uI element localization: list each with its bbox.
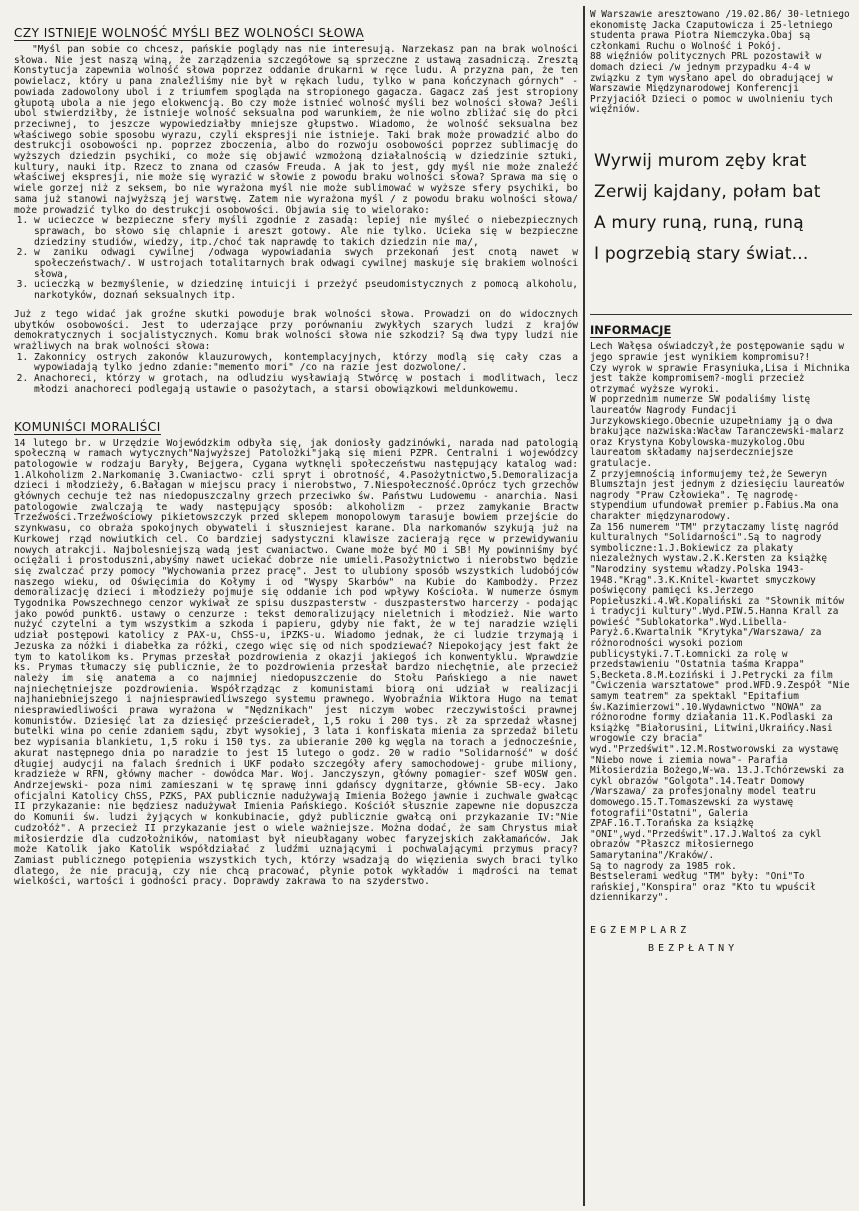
verse-line: Wyrwij murom zęby krat: [594, 150, 807, 171]
right-column: [590, 10, 852, 1205]
info-paragraph: Czy wyrok w sprawie Frasyniuka,Lisa i Michnika jest także kompromisem?-mogli przecież otrzymać wyższe wyroki.: [590, 362, 850, 395]
article-paragraph: Już z tego widać jak groźne skutki powoduje brak wolności słowa. Prowadzi on do widocznych ubytków osobowości. Jest to uderzające przy porównaniu zwykłych szarych ludzi z krajów demokratycznych i socjalistycznych. Komu brak wolności słowa nie szkodzi? Są dwa typy ludzi nie wrażliwych na brak wolności słowa:: [14, 308, 578, 352]
info-paragraph: Lech Wałęsa oświadczył,że postępowanie sądu w jego sprawie jest wynikiem kompromisu?!: [590, 341, 844, 364]
verse-line: I pogrzebią stary świat...: [594, 243, 809, 264]
list-item: 2. Anachoreci, którzy w grotach, na odludziu wysławiają Stwórcę w postach i modlitwach, lecz młodzi anachoreci podlegają ustawie o pasożytach, a starsi obowiązkowi meldunkowemu.: [34, 374, 578, 395]
verse-line: Zerwij kajdany, połam bat: [594, 181, 821, 202]
list-item: 2. w zaniku odwagi cywilnej /odwaga wypowiadania swych przekonań jest cnotą nawet w społeczeństwach/. W ustrojach totalitarnych brak odwagi cywilnej maskuje się brakiem wolności słowa,: [34, 248, 578, 280]
free-copy-line1: EGZEMPLARZ: [590, 924, 691, 936]
article-paragraph: "Myśl pan sobie co chcesz, pańskie poglądy nas nie interesują. Narzekasz pan na brak wolności słowa. Nie jest naszą winą, że zarządzenia szczegółowe są sprzeczne z ustawą zasadniczą. Zresztą Konstytucja zapewnia wolność słowa poprzez oddanie drukarni w ręce ludu. A przyzna pan, że ten powielacz, który u pana znaleźliśmy nie był w rękach ludu, tylko w pana kończynach górnych" - powiada zadowolony ubol i z triumfem spogląda na stropionego gagacza. Gagacz zaś jest stropiony głupotą ubola a nie jego elokwencją. Bo czy może istnieć wolność myśli bez wolności słowa? Jeśli ubol stwierdziłby, że istnieje wolność seksualna pod warunkiem, że nie wolno zbliżać się do płci przeciwnej, to jeszcze wypowiedziałby mniejsze głupstwo. Wiadomo, że wolność seksualna bez właściwego sobie sposobu wyrazu, czyli ekspresji nie istnieje. Taki brak może prowadzić albo do destrukcji osobowości np. poprzez zboczenia, albo do rozwoju osobowości poprzez sublimację do wyższych dziedzin psychiki, co może się objawić wzmożoną działalnością w dziedzinie sztuki, kultury, nauki itp. Rzecz to znana od czasów Freuda. A jak to jest, gdy myśl nie może znaleźć właściwej ekspresji, nie może się wyrazić w słowie z powodu braku wolności słowa? Sprawa ma się o wiele gorzej niż z seksem, bo nie wyrażona myśl nie może sublimować w wyższe sfery psychiki, bo sama już stanowi najwyższą jej warstwę. Zatem nie wyrażona myśl / z powodu braku wolności słowa/ może prowadzić tylko do destrukcji osobowości. Objawia się to wielorako:: [14, 44, 578, 216]
prisoners-note: 88 więźniów politycznych PRL pozostawił w domach dzieci /w jednym przypadku 4-4 w związku z tym wysłano apel do obradującej w Warszawie Międzynarodowej Konferencji Przyjaciół Dzieci o pomoc w uwolnieniu tych więźniów.: [590, 51, 833, 116]
verse-line: A mury runą, runą, runą: [594, 212, 804, 233]
article-title-moralists: KOMUNIŚCI MORALIŚCI: [14, 419, 161, 434]
info-paragraph: Z przyjemnością informujemy też,że Seweryn Blumsztajn jest jednym z dziesięciu laureatów nagrody "Praw Człowieka". Tę nagrodę-stypendium ufundował premier p.Fabius.Ma ona charakter międzynarodowy.: [590, 468, 844, 522]
info-paragraph: Bestselerami według "TM" były: "Oni"To rańskiej,"Konspira" oraz "Kto tu wpuścił dziennikarzy".: [590, 871, 816, 904]
article-paragraph: 14 lutego br. w Urzędzie Wojewódzkim odbyła się, jak doniosły gadzinówki, narada nad patologią społeczną w ramach wytycznych"Najwyższej Patolożki"jaką się mieni PZPR. Centralni i wojewódzcy patologowie w rodzaju Baryły, Bejgera, Cygana wytknęli społeczeństwu następujący katalog wad: 1.Alkoholizm 2.Narkomanię 3.Cwaniactwo- czli spryt i obrotność, 4.Pasożytnictwo,5.Demoralizacja dzieci i młodzieży, 6.Bałagan w miejscu pracy i nierobstwo, 7.Niespołeczność.Oprócz tych grzechów głównych cechuje też nas niedopuszczalny grzech przeciwko św. Państwu Ludowemu - anarchia. Nasi patologowie zwalczają te wady następujący sposób: alkoholizm - przez zamykanie Bractw Trzeźwości.Trzeźwościowy pikietowszczyk przed sklepem monopolowym tarasuje bowiem przejście do szynkwasu, co obraża spokojnych obywateli i słuszniejest karane. Dla narkomanów szykują już na Kurkowej rząd nowiutkich cel. Co bardziej sadystyczni klawisze zacierają ręce w przewidywaniu nowych atrakcji. Najbolesniejszą wadą jest cwaniactwo. Cwane może być MO i SB! My powinniśmy być ociężali i prostoduszni,abyśmy nawet uciekać dobrze nie umieli.Pasożytnictwo i nierobstwo będzie się zwalczać przy pomocy "Wychowania przez pracę". Jest to ulubiony sposób wszystkich ludobójców naszego wieku, od Oświęcimia do Kołymy i od "Wyspy Skarbów" na Kubie do Kambodży. Przez demoralizację dzieci i młodzieży pojmuje się oddanie ich pod wpływy Kościoła. W numerze ósmym Tygodnika Powszechnego cenzor wykiwał ze spisu duszpasterstw - duszpasterstwo harcerzy - podając jako powód punkt6. ustawy o cenzurze : tekst demoralizujący nieletnich i młodzież. Nie warto nużyć czytelni a tym wszystkim a szkoda i papieru, gdyby nie fakt, że w tej naradzie wzięli udział postępowi katolicy z PAX-u, ChSS-u, iPZKS-u. Wiadomo jednak, że ci ludzie trzymają i Jezuska za nóżki i diabełka za różki, czego więc się od nich spodziewać? Niepokojący jest fakt że tym to katolikom ks. Prymas przesłał pozdrowienia z okazji jakiegoś ich konwentyklu. Wprawdzie ks. Prymas tłumaczy się publicznie, że to pozdrowienia przesłał bardzo niechętnie, ale przecież należy im się anatema a co najmniej niedopuszczenie do Stołu Pańskiego a nie nawet najniechętniejsze pozdrowienia. Współrządząc z komunistami biorą oni udział w realizacji najhaniebniejszego i najniesprawiedliwszego systemu prawnego. Wyobraźnia Wiktora Hugo na temat niesprawiedliwości prawa wyrażona w "Nędznikach" jest niczym wobec rzeczywistości prawnej komunistów. Dziesięć lat za dziesięć prześcieradeł, 1,5 roku i 200 tys. zł za sprzedaż własnej butelki wina po cenie zdaniem sądu, zbyt wysokiej, 3 lata i konfiskata mienia za sprzedaż biletu bez wypisania blankietu, 1,5 roku i 150 tys. za ubieranie 200 kg węgla na torach a jednocześnie, akurat następnego dnia po naradzie to jest 15 lutego o godz. 20 w radio "Solidarność" w dość długiej audycji na falach średnich i UKF podało szczegóły afery samochodowej- grube miliony, kradzieże w RFN, główny macher - dowódca Mar. Woj. Janczyszyn, główny pomagier- szef WOSW gen. Andrzejewski- poza nimi zamieszani w tę sprawę inni gdańscy dygnitarze, głównie SB-ecy. Jako oficjalni Katolicy ChSS, PZKS, PAX publicznie nadużywają Imienia Bożego jawnie i zuchwale gwałcąc II przykazanie: nie będziesz nadużywał Imienia Pańskiego. Kościół słusznie zapewne nie dopuszcza do Komunii św. ludzi żyjących w konkubinacie, gdyż publicznie gwałcą oni przykazanie IV:"Nie cudzołóż". A przecież II przykazanie jest o wiele ważniejsze. Można dodać, że sam Chrystus miał miłosierdzie dla cudzołożników, natomiast był nieubłagany wobec faryzejskich zakłamańców. Jak może Katolik jako Katolik współdziałać z ludźmi uznającymi i pochwalającymi przymus pracy? Zamiast publicznego potępienia wszystkich tych, którzy wsadzają do więzienia swych braci tylko dlatego, że nie pracują, czy nie chcą pracować, płynie potok wykładów i mądrości na temat wielkości, wartości i godności pracy. Doprawdy zakrawa to na szyderstwo.: [14, 437, 578, 888]
list-item: 1. w ucieczce w bezpieczne sfery myśli zgodnie z zasadą: lepiej nie myśleć o niebezpiecznych sprawach, bo słowo się chlapnie i areszt gotowy. Ale nie tylko. Ucieka się w bezpieczne dziedziny studiów, wiedzy, itp./choć tak naprawdę to takich dziedzin nie ma/,: [34, 216, 578, 248]
article-free-thought: [14, 45, 578, 396]
section-divider: [590, 314, 852, 316]
list-item: 1. Zakonnicy ostrych zakonów klauzurowych, kontemplacyjnych, którzy modlą się cały czas a wypowiadają tylko jedno zdanie:"memento mori" /co na razie jest dozwolone/.: [34, 353, 578, 374]
column-divider: [583, 6, 585, 1206]
free-copy-stamp: [590, 922, 852, 958]
left-column: [14, 22, 578, 1207]
list-item: 3. ucieczką w bezmyślenie, w dziedzinę intuicji i przeżyć pseudomistycznych z pomocą alkoholu, narkotyków, doznań seksualnych itp.: [34, 280, 578, 301]
info-paragraph: Są to nagrody za 1985 rok.: [590, 860, 737, 872]
arrest-note: W Warszawie aresztowano /19.02.86/ 30-letniego ekonomistę Jacka Czaputowicza i 25-letniego studenta prawa Piotra Niemczyka.Obaj są członkami Ruchu o Wolność i Pokój.: [590, 10, 850, 52]
info-section: [590, 342, 852, 903]
info-paragraph: Za 156 numerem "TM" przytaczamy listę nagród kulturalnych "Solidarności".Są to nagrody symboliczne:1.J.Bokiewicz za plakaty niezależnych wystaw.2.K.Kersten za książkę "Narodziny systemu władzy.Polska 1943-1948."Krąg".3.K.Knitel-kwartet smyczkowy poświęcony pamięci ks.Jerzego Popiełuszki.4.Wł.Kopaliński za "Słownik mitów i tradycji kultury".Wyd.PIW.5.Hanna Krall za powieść "Sublokatorka".Wyd.Libella-Paryż.6.Kwartalnik "Krytyka"/Warszawa/ za różnorodności wysoki poziom publicystyki.7.T.Łomnicki za rolę w przedstawieniu "Ostatnia taśma Krappa" S.Becketa.8.M.Łoziński i J.Petrycki za film "Ćwiczenia warsztatowe" prod.WFD.9.Zespół "Nie samym teatrem" za spektakl "Epitafium św.Kazimierzowi".10.Wydawnictwo "NOWA" za różnorodne formy działania 11.K.Podlaski za książkę "Białorusini, Litwini,Ukraińcy.Nasi wrogowie czy bracia" wyd."Przedświt".12.M.Rostworowski za wystawę "Niebo nowe i ziemia nowa"- Parafia Miłosierdzia Bożego,W-wa. 13.J.Tchórzewski za cykl obrazów "Golgota".14.Teatr Domowy /Warszawa/ za profesjonalny model teatru domowego.15.T.Tomaszewski za wystawę fotografii"Ostatni", Galeria ZPAF.16.T.Torańska za książkę "ONI",wyd."Przedświt".17.J.Waltoś za cykl obrazów "Płaszcz miłosiernego Samarytanina"/Kraków/.: [590, 521, 850, 861]
article-title-free-thought: CZY ISTNIEJE WOLNOŚĆ MYŚLI BEZ WOLNOŚCI SŁOWA: [14, 26, 365, 40]
free-copy-line2: BEZPŁATNY: [648, 942, 739, 954]
effects-list: [14, 216, 578, 302]
info-section-title: INFORMACJE: [590, 323, 672, 338]
article-moralists: [14, 439, 578, 889]
poem-verse: [594, 146, 852, 270]
immune-types-list: [14, 353, 578, 396]
info-paragraph: W poprzednim numerze SW podaliśmy listę laureatów Nagrody Fundacji Jurzykowskiego.Obecnie uzupełniamy ją o dwa brakujące nazwiska:Wacław Taranczewski-malarz oraz Krystyna Kobylowska-muzykolog.Obu laureatom składamy najserdeczniejsze gratulacje.: [590, 394, 844, 469]
